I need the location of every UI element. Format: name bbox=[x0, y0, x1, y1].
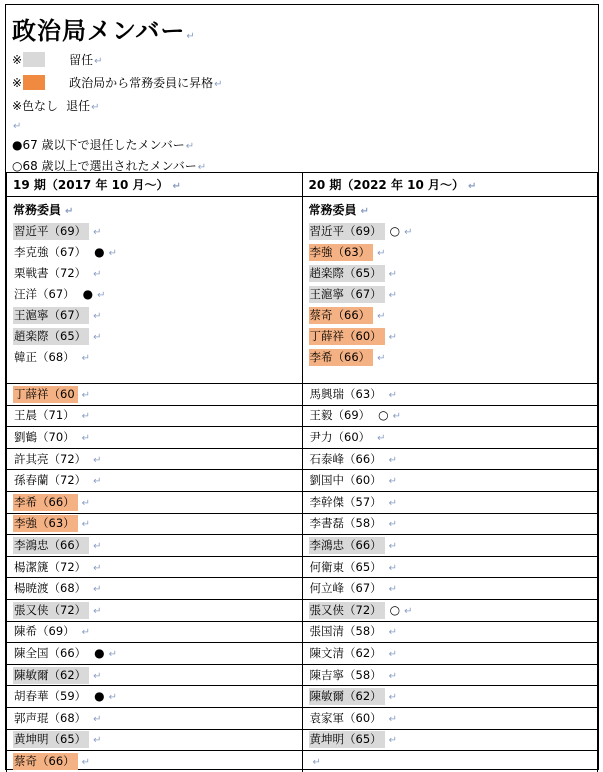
table-row bbox=[7, 664, 598, 686]
return-mark: ↵ bbox=[392, 411, 402, 423]
member-name: 劉国中（60） bbox=[309, 473, 382, 488]
return-mark: ↵ bbox=[65, 206, 74, 217]
standing-member bbox=[309, 221, 598, 242]
return-mark: ↵ bbox=[312, 757, 321, 769]
member-name: 袁家軍（60） bbox=[309, 710, 382, 725]
return-mark: ↵ bbox=[404, 227, 413, 238]
return-mark: ↵ bbox=[377, 353, 386, 364]
col20-member-cell bbox=[302, 578, 598, 600]
member-name: 何立峰（67） bbox=[309, 581, 382, 596]
selected-old-marker: ○ bbox=[378, 408, 389, 423]
selected-old-marker: ○ bbox=[389, 602, 401, 617]
col19-member-cell bbox=[7, 384, 303, 406]
standing-committee-label bbox=[309, 200, 598, 221]
table-row bbox=[7, 470, 598, 492]
return-mark: ↵ bbox=[388, 562, 398, 574]
legend-prefix: ※ bbox=[12, 76, 23, 90]
col19-member-cell bbox=[7, 599, 303, 621]
member-name: 楊潔篪（72） bbox=[14, 559, 87, 574]
return-mark: ↵ bbox=[81, 432, 91, 444]
standing-member bbox=[309, 326, 598, 347]
standing-member bbox=[309, 347, 598, 368]
member-name: 郭声琨（68） bbox=[14, 710, 87, 725]
member-name: 李幹傑（57） bbox=[309, 494, 382, 509]
return-mark: ↵ bbox=[81, 519, 91, 531]
member-name: 李鴻忠（66） bbox=[13, 537, 89, 554]
return-mark: ↵ bbox=[388, 476, 398, 488]
col19-member-cell bbox=[7, 491, 303, 513]
member-name: 何衛東（65） bbox=[309, 559, 382, 574]
col19-member-cell bbox=[7, 686, 303, 708]
legend-swatch-orange bbox=[23, 75, 45, 90]
legend-prefix: ※色なし bbox=[12, 99, 59, 113]
col19-member-cell bbox=[7, 578, 303, 600]
standing-member bbox=[309, 242, 598, 263]
blank-line bbox=[12, 118, 21, 132]
return-mark: ↵ bbox=[360, 206, 369, 217]
table-row bbox=[7, 405, 598, 427]
col19-member-cell bbox=[7, 729, 303, 751]
member-name: 趙楽際（65） bbox=[309, 265, 385, 282]
table-header-row bbox=[7, 173, 598, 197]
col19-member-cell bbox=[7, 751, 303, 772]
member-name: 許其亮（72） bbox=[14, 451, 87, 466]
col19-member-cell bbox=[7, 707, 303, 729]
return-mark: ↵ bbox=[93, 540, 102, 552]
legend-text: 政治局から常務委員に昇格 bbox=[69, 76, 214, 90]
table-row bbox=[7, 707, 598, 729]
member-name: 丁薛祥（60） bbox=[309, 328, 385, 345]
return-mark: ↵ bbox=[388, 670, 398, 682]
standing-label-text: 常務委員 bbox=[308, 203, 357, 217]
table-row bbox=[7, 599, 598, 621]
member-name: 尹力（60） bbox=[309, 429, 371, 444]
return-mark: ↵ bbox=[214, 79, 223, 90]
standing-member bbox=[13, 347, 302, 368]
member-name: 李強（63） bbox=[309, 244, 374, 261]
member-name: 馬興瑞（63） bbox=[309, 386, 382, 401]
member-name: 李希（66） bbox=[13, 494, 78, 511]
legend-prefix: ※ bbox=[12, 53, 23, 67]
col20-member-cell bbox=[302, 535, 598, 557]
table-row bbox=[7, 384, 598, 406]
col20-member-cell bbox=[302, 384, 598, 406]
member-name: 張又侠（72） bbox=[309, 602, 385, 619]
col20-member-cell bbox=[302, 599, 598, 621]
member-name: 陳希（69） bbox=[14, 624, 75, 639]
table-row bbox=[7, 556, 598, 578]
member-name: 韓正（68） bbox=[14, 350, 75, 364]
return-mark: ↵ bbox=[377, 248, 386, 259]
retired-young-marker: ● bbox=[82, 287, 94, 301]
member-name: 習近平（69） bbox=[309, 223, 385, 240]
return-mark: ↵ bbox=[108, 248, 118, 259]
return-mark: ↵ bbox=[108, 648, 118, 660]
member-name: 王毅（69） bbox=[309, 408, 371, 423]
member-name: 黄坤明（65） bbox=[309, 731, 385, 748]
legend-item bbox=[12, 51, 102, 68]
return-mark: ↵ bbox=[388, 584, 398, 596]
return-mark: ↵ bbox=[93, 269, 102, 280]
return-mark: ↵ bbox=[93, 332, 102, 343]
col19-standing-cell bbox=[7, 197, 303, 384]
standing-member bbox=[13, 221, 302, 242]
return-mark: ↵ bbox=[93, 311, 102, 322]
return-mark: ↵ bbox=[81, 353, 91, 364]
legend-text: 退任 bbox=[66, 99, 91, 113]
return-mark: ↵ bbox=[81, 756, 91, 768]
page-title: 政治局メンバー↵ bbox=[12, 17, 196, 45]
col20-standing-cell bbox=[302, 197, 598, 384]
standing-member bbox=[13, 242, 302, 263]
col20-member-cell bbox=[302, 643, 598, 665]
member-name: 習近平（69） bbox=[13, 223, 89, 240]
col20-member-cell bbox=[302, 448, 598, 470]
table-row bbox=[7, 535, 598, 557]
table-row bbox=[7, 513, 598, 535]
table-row bbox=[7, 621, 598, 643]
note-text: ○68 歳以上で選出されたメンバー bbox=[12, 159, 197, 173]
col20-member-cell bbox=[302, 729, 598, 751]
table-row bbox=[7, 448, 598, 470]
member-name: 李克強（67） bbox=[14, 245, 87, 259]
member-name: 汪洋（67） bbox=[14, 287, 75, 301]
legend-item bbox=[12, 97, 99, 114]
retired-young-marker: ● bbox=[94, 689, 105, 704]
return-mark: ↵ bbox=[93, 227, 102, 238]
standing-member bbox=[13, 263, 302, 284]
col19-member-cell bbox=[7, 448, 303, 470]
standing-member bbox=[13, 326, 302, 347]
col19-header-text: 19 期（2017 年 10 月～） bbox=[13, 178, 169, 192]
col19-member-cell bbox=[7, 664, 303, 686]
member-name: 王滬寧（67） bbox=[13, 307, 89, 324]
standing-member bbox=[309, 263, 598, 284]
member-name: 栗戦書（72） bbox=[14, 266, 87, 280]
member-name: 陳敏爾（62） bbox=[13, 667, 89, 684]
return-mark: ↵ bbox=[108, 692, 118, 704]
member-name: 李希（66） bbox=[309, 349, 374, 366]
col20-header bbox=[302, 173, 598, 197]
return-mark: ↵ bbox=[81, 389, 91, 401]
member-name: 李強（63） bbox=[13, 515, 78, 532]
return-mark: ↵ bbox=[388, 540, 398, 552]
member-table bbox=[6, 172, 598, 772]
col20-member-cell bbox=[302, 621, 598, 643]
col20-member-cell bbox=[302, 556, 598, 578]
return-mark: ↵ bbox=[81, 497, 91, 509]
member-name: 楊暁渡（68） bbox=[14, 581, 87, 596]
col20-member-cell bbox=[302, 427, 598, 449]
standing-member bbox=[13, 284, 302, 305]
return-mark: ↵ bbox=[93, 670, 102, 682]
member-name: 張国清（58） bbox=[309, 624, 382, 639]
return-mark: ↵ bbox=[388, 627, 398, 639]
return-mark: ↵ bbox=[81, 627, 91, 639]
return-mark: ↵ bbox=[388, 454, 398, 466]
col20-member-cell bbox=[302, 664, 598, 686]
col20-member-cell bbox=[302, 470, 598, 492]
col19-member-cell bbox=[7, 470, 303, 492]
member-name: 李書磊（58） bbox=[309, 516, 382, 531]
col19-member-cell bbox=[7, 643, 303, 665]
member-name: 陳文清（62） bbox=[309, 645, 382, 660]
member-name: 丁薛祥（60 bbox=[13, 386, 78, 403]
member-name: 王滬寧（67） bbox=[309, 286, 385, 303]
col20-member-cell bbox=[302, 686, 598, 708]
standing-committee-row bbox=[7, 197, 598, 384]
return-mark: ↵ bbox=[404, 605, 413, 617]
legend-text: 留任 bbox=[69, 53, 94, 67]
legend-swatch-gray bbox=[23, 52, 45, 67]
return-mark: ↵ bbox=[388, 290, 398, 301]
return-mark: ↵ bbox=[388, 332, 398, 343]
return-mark: ↵ bbox=[468, 181, 477, 192]
retired-young-marker: ● bbox=[94, 645, 105, 660]
member-name: 陳吉寧（58） bbox=[309, 667, 382, 682]
member-name: 王晨（71） bbox=[14, 408, 75, 423]
retired-young-marker: ● bbox=[94, 245, 105, 259]
member-name: 石泰峰（66） bbox=[309, 451, 382, 466]
selected-old-marker: ○ bbox=[389, 224, 401, 238]
note-line bbox=[12, 136, 194, 153]
return-mark: ↵ bbox=[93, 713, 102, 725]
member-name: 張又侠（72） bbox=[13, 602, 89, 619]
table-row bbox=[7, 578, 598, 600]
return-mark: ↵ bbox=[185, 141, 195, 152]
col19-member-cell bbox=[7, 535, 303, 557]
col20-member-cell bbox=[302, 405, 598, 427]
return-mark: ↵ bbox=[93, 476, 102, 488]
table-row bbox=[7, 427, 598, 449]
col20-member-cell bbox=[302, 491, 598, 513]
return-mark: ↵ bbox=[388, 648, 398, 660]
return-mark: ↵ bbox=[91, 102, 100, 113]
member-name: 蔡奇（66） bbox=[309, 307, 374, 324]
standing-member bbox=[309, 305, 598, 326]
return-mark: ↵ bbox=[388, 713, 398, 725]
member-name: 李鴻忠（66） bbox=[309, 537, 385, 554]
col19-member-cell bbox=[7, 405, 303, 427]
return-mark: ↵ bbox=[93, 605, 102, 617]
col19-member-cell bbox=[7, 427, 303, 449]
standing-member bbox=[13, 305, 302, 326]
return-mark: ↵ bbox=[377, 432, 386, 444]
member-name: 孫春蘭（72） bbox=[14, 473, 87, 488]
return-mark: ↵ bbox=[377, 311, 386, 322]
col19-member-cell bbox=[7, 621, 303, 643]
return-mark: ↵ bbox=[388, 269, 398, 280]
return-mark: ↵ bbox=[388, 497, 398, 509]
return-mark: ↵ bbox=[93, 735, 102, 747]
member-name: 胡春華（59） bbox=[14, 689, 87, 704]
col20-member-cell bbox=[302, 707, 598, 729]
member-name: 陳全国（66） bbox=[14, 645, 87, 660]
standing-label-text: 常務委員 bbox=[13, 203, 62, 217]
return-mark: ↵ bbox=[93, 562, 102, 574]
member-name: 趙楽際（65） bbox=[13, 328, 89, 345]
note-text: ●67 歳以下で退任したメンバー bbox=[12, 138, 185, 152]
table-row bbox=[7, 686, 598, 708]
member-name: 陳敏爾（62） bbox=[309, 688, 385, 705]
table-row bbox=[7, 491, 598, 513]
col19-member-cell bbox=[7, 513, 303, 535]
member-name: 黄坤明（65） bbox=[13, 731, 89, 748]
member-name: 劉鶴（70） bbox=[14, 429, 75, 444]
col19-header bbox=[7, 173, 303, 197]
member-name: 蔡奇（66） bbox=[13, 753, 78, 770]
return-mark: ↵ bbox=[97, 290, 106, 301]
return-mark: ↵ bbox=[93, 584, 102, 596]
col20-header-text: 20 期（2022 年 10 月～） bbox=[308, 178, 465, 192]
table-row bbox=[7, 751, 598, 772]
document-page bbox=[5, 4, 599, 770]
return-mark: ↵ bbox=[93, 454, 102, 466]
return-mark: ↵ bbox=[81, 411, 91, 423]
legend-item bbox=[12, 74, 222, 91]
return-mark: ↵ bbox=[388, 735, 398, 747]
return-mark: ↵ bbox=[94, 56, 103, 67]
standing-member bbox=[309, 284, 598, 305]
return-mark: ↵ bbox=[388, 519, 398, 531]
table-row bbox=[7, 729, 598, 751]
table-row bbox=[7, 643, 598, 665]
return-mark: ↵ bbox=[197, 162, 207, 173]
col20-member-cell bbox=[302, 751, 598, 772]
return-mark: ↵ bbox=[388, 692, 398, 704]
standing-committee-label bbox=[13, 200, 302, 221]
return-mark: ↵ bbox=[13, 121, 22, 132]
return-mark: ↵ bbox=[388, 389, 398, 401]
return-mark: ↵ bbox=[172, 181, 181, 192]
col19-member-cell bbox=[7, 556, 303, 578]
col20-member-cell bbox=[302, 513, 598, 535]
